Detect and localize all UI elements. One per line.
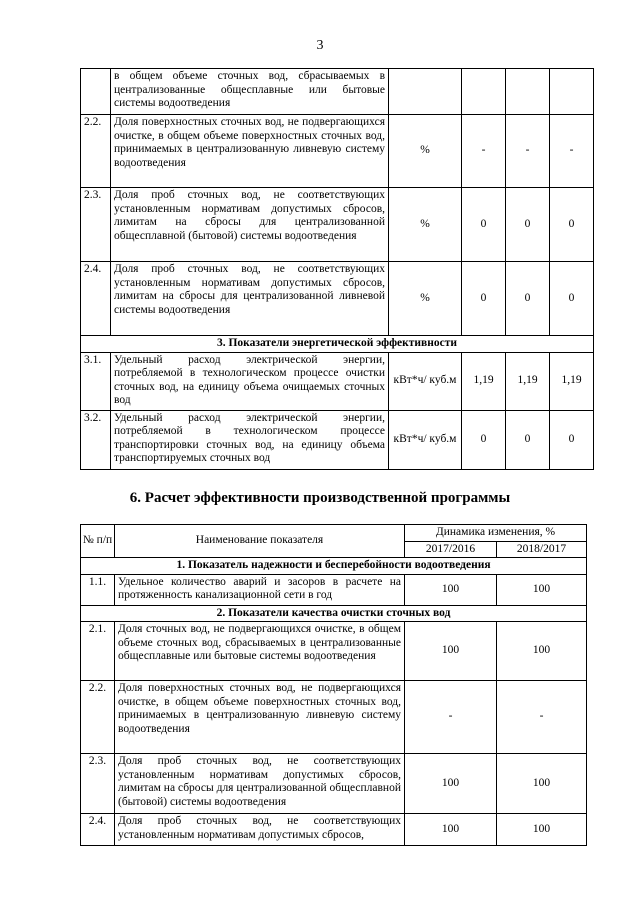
value-cell: 100: [405, 622, 497, 681]
header-name: Наименование показателя: [115, 525, 405, 558]
value-cell: 0: [462, 188, 506, 262]
indicator-name: Удельный расход электрической энергии, потребляемой в технологическом процессе транспортировки сточных вод, на единицу объема транспортируемых сточных вод: [111, 410, 389, 469]
unit-cell: кВт*ч/ куб.м: [389, 410, 462, 469]
row-number: 2.4.: [81, 814, 115, 846]
value-cell: 100: [497, 754, 587, 814]
row-number: 2.2.: [81, 681, 115, 754]
header-row: [81, 525, 587, 542]
row-number: [81, 69, 111, 115]
table-row: [81, 115, 594, 188]
row-number: 2.2.: [81, 115, 111, 188]
value-cell: 100: [497, 814, 587, 846]
row-number: 3.1.: [81, 352, 111, 410]
row-number: 1.1.: [81, 574, 115, 605]
section-row: [81, 336, 594, 353]
indicator-name: Доля проб сточных вод, не соответствующих установленным нормативам допустимых сбросов, лимитам на сбросы для централизованной ливневой системы водоотведения: [111, 262, 389, 336]
value-cell: -: [462, 115, 506, 188]
value-cell: -: [405, 681, 497, 754]
value-cell: 100: [405, 814, 497, 846]
value-cell: 0: [462, 410, 506, 469]
indicator-name: в общем объеме сточных вод, сбрасываемых в централизованные общесплавные или бытовые системы водоотведения: [111, 69, 389, 115]
value-cell: 0: [462, 262, 506, 336]
table-row: [81, 188, 594, 262]
table-row: [81, 410, 594, 469]
value-cell: 100: [497, 574, 587, 605]
unit-cell: %: [389, 262, 462, 336]
row-number: 2.4.: [81, 262, 111, 336]
table-row: [81, 681, 587, 754]
value-cell: 0: [550, 262, 594, 336]
indicator-name: Доля поверхностных сточных вод, не подвергающихся очистке, в общем объеме поверхностных сточных вод, принимаемых в централизованную ливневую систему водоотведения: [115, 681, 405, 754]
section-heading: 2. Показатели качества очистки сточных вод: [81, 605, 587, 622]
table-row: [81, 69, 594, 115]
value-cell: 1,19: [462, 352, 506, 410]
value-cell: 0: [550, 410, 594, 469]
value-cell: -: [497, 681, 587, 754]
table-row: [81, 352, 594, 410]
unit-cell: %: [389, 188, 462, 262]
table-row: [81, 622, 587, 681]
section-heading: 1. Показатель надежности и бесперебойности водоотведения: [81, 558, 587, 575]
header-number: № п/п: [81, 525, 115, 558]
page-number: 3: [316, 38, 324, 53]
header-dynamics: Динамика изменения, %: [405, 525, 587, 542]
table-row: [81, 262, 594, 336]
value-cell: 0: [506, 262, 550, 336]
value-cell: -: [506, 115, 550, 188]
value-cell: -: [550, 115, 594, 188]
row-number: 2.3.: [81, 188, 111, 262]
unit-cell: %: [389, 115, 462, 188]
value-cell: 0: [550, 188, 594, 262]
value-cell: 0: [506, 188, 550, 262]
header-year: 2018/2017: [497, 541, 587, 558]
table-row: [81, 574, 587, 605]
section-row: [81, 605, 587, 622]
indicators-table: [80, 68, 594, 470]
section-row: [81, 558, 587, 575]
indicator-name: Удельный расход электрической энергии, потребляемой в технологическом процессе очистки сточных вод, на единицу объема очищаемых сточных вод: [111, 352, 389, 410]
section-title: 6. Расчет эффективности производственной программы: [129, 490, 511, 506]
header-year: 2017/2016: [405, 541, 497, 558]
row-number: 2.3.: [81, 754, 115, 814]
value-cell: 0: [506, 410, 550, 469]
value-cell: [462, 69, 506, 115]
value-cell: 100: [497, 622, 587, 681]
table-row: [81, 814, 587, 846]
indicator-name: Доля поверхностных сточных вод, не подвергающихся очистке, в общем объеме поверхностных сточных вод, принимаемых в централизованную ливневую систему водоотведения: [111, 115, 389, 188]
value-cell: 1,19: [506, 352, 550, 410]
value-cell: 100: [405, 574, 497, 605]
table-row: [81, 754, 587, 814]
unit-cell: кВт*ч/ куб.м: [389, 352, 462, 410]
indicator-name: Доля проб сточных вод, не соответствующих установленным нормативам допустимых сбросов,: [115, 814, 405, 846]
value-cell: 100: [405, 754, 497, 814]
indicator-name: Доля проб сточных вод, не соответствующих установленным нормативам допустимых сбросов, лимитам на сбросы для централизованной общесплавной (бытовой) системы водоотведения: [111, 188, 389, 262]
efficiency-table: [80, 524, 587, 846]
value-cell: [506, 69, 550, 115]
indicator-name: Доля проб сточных вод, не соответствующих установленным нормативам допустимых сбросов, лимитам на сбросы для централизованной общесплавной (бытовой) системы водоотведения: [115, 754, 405, 814]
row-number: 3.2.: [81, 410, 111, 469]
indicator-name: Удельное количество аварий и засоров в расчете на протяженность канализационной сети в год: [115, 574, 405, 605]
unit-cell: [389, 69, 462, 115]
row-number: 2.1.: [81, 622, 115, 681]
section-heading: 3. Показатели энергетической эффективности: [81, 336, 594, 353]
indicator-name: Доля сточных вод, не подвергающихся очистке, в общем объеме сточных вод, сбрасываемых в централизованные общесплавные или бытовые системы водоотведения: [115, 622, 405, 681]
value-cell: [550, 69, 594, 115]
value-cell: 1,19: [550, 352, 594, 410]
